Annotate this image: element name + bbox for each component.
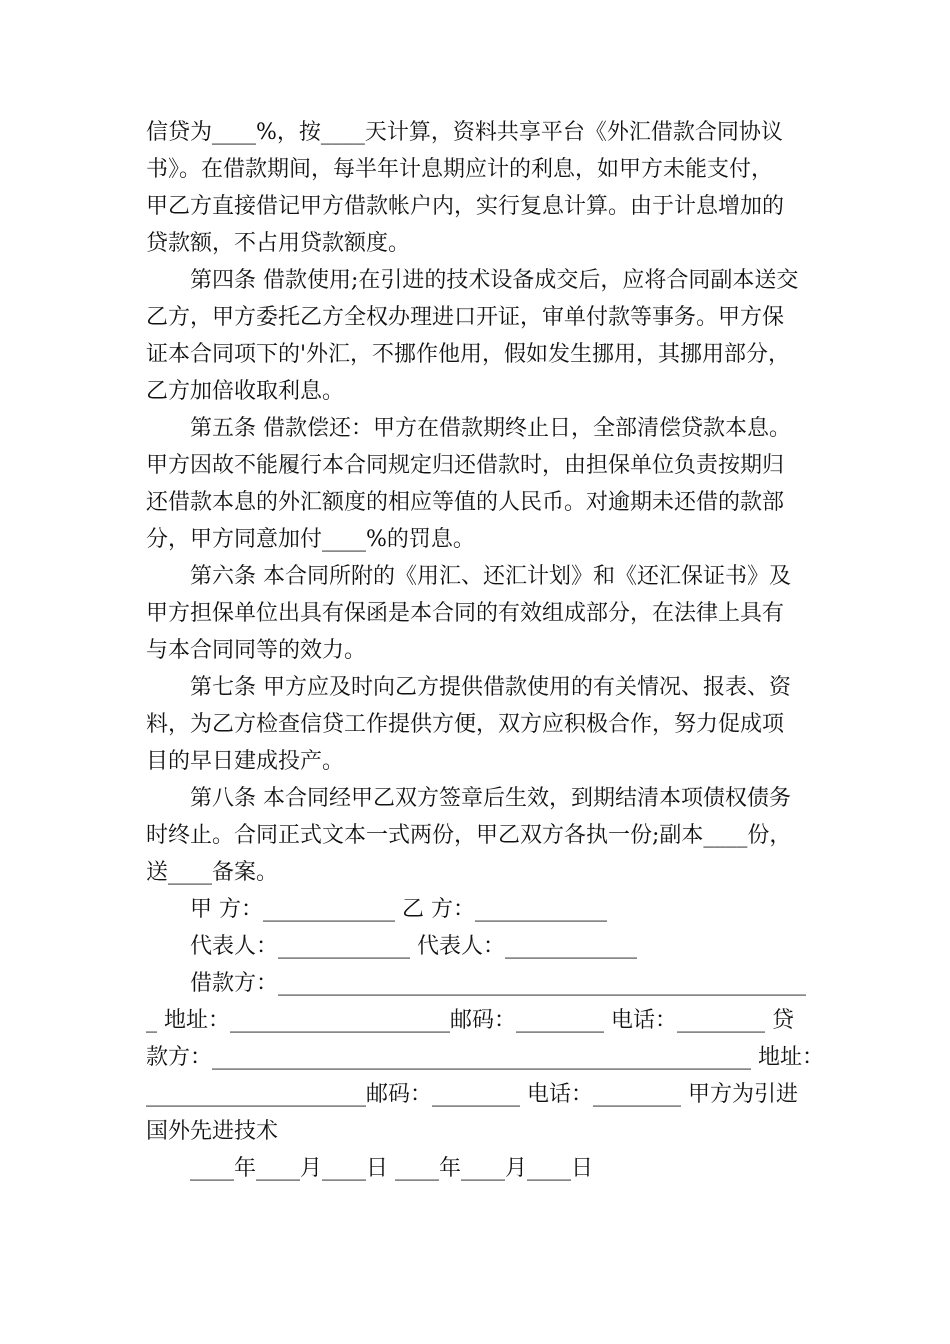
text-line: 送____备案。 bbox=[146, 860, 279, 885]
text-line: 国外先进技术 bbox=[146, 1119, 279, 1144]
text-line: 书》。在借款期间，每半年计息期应计的利息，如甲方未能支付， bbox=[146, 157, 774, 182]
text-line: 证本合同项下的'外汇，不挪作他用，假如发生挪用，其挪用部分， bbox=[146, 342, 791, 367]
date-line: ____年____月____日 ____年____月____日 bbox=[190, 1156, 593, 1181]
text-line: 信贷为____%，按____天计算，资料共享平台《外汇借款合同协议 bbox=[146, 120, 783, 145]
text-line: 乙方，甲方委托乙方全权办理进口开证，审单付款等事务。甲方保 bbox=[146, 305, 785, 330]
text-line: 甲方担保单位出具有保函是本合同的有效组成部分，在法律上具有 bbox=[146, 601, 785, 626]
article-5-heading-line: 第五条 借款偿还：甲方在借款期终止日，全部清偿贷款本息。 bbox=[190, 416, 791, 441]
text-line: _ 地址：____________________邮码：________ 电话：________ 贷 bbox=[146, 1008, 794, 1033]
borrower-line: 借款方：________________________________________________ bbox=[190, 971, 807, 996]
article-6-heading-line: 第六条 本合同所附的《用汇、还汇计划》和《还汇保证书》及 bbox=[190, 564, 791, 589]
text-line: 还借款本息的外汇额度的相应等值的人民币。对逾期未还借的款部 bbox=[146, 490, 785, 515]
text-line: 分，甲方同意加付____%的罚息。 bbox=[146, 527, 475, 552]
text-line: ____________________邮码：________ 电话：________ 甲方为引进 bbox=[146, 1082, 798, 1107]
party-a-b-signature-line: 甲 方：____________ 乙 方：____________ bbox=[190, 897, 607, 922]
text-line: 乙方加倍收取利息。 bbox=[146, 379, 345, 404]
article-8-heading-line: 第八条 本合同经甲乙双方签章后生效，到期结清本项债权债务 bbox=[190, 786, 791, 811]
text-line: 贷款额，不占用贷款额度。 bbox=[146, 231, 411, 256]
article-4-heading-line: 第四条 借款使用;在引进的技术设备成交后，应将合同副本送交 bbox=[190, 268, 799, 293]
text-line: 目的早日建成投产。 bbox=[146, 749, 345, 774]
representative-signature-line: 代表人：____________ 代表人：____________ bbox=[190, 934, 637, 959]
text-line: 甲乙方直接借记甲方借款帐户内，实行复息计算。由于计息增加的 bbox=[146, 194, 785, 219]
article-7-heading-line: 第七条 甲方应及时向乙方提供借款使用的有关情况、报表、资 bbox=[190, 675, 791, 700]
text-line: 与本合同同等的效力。 bbox=[146, 638, 367, 663]
text-line: 款方：_________________________________________________ 地址： bbox=[146, 1045, 824, 1070]
text-line: 时终止。合同正式文本一式两份，甲乙双方各执一份;副本____份， bbox=[146, 823, 792, 848]
text-line: 料，为乙方检查信贷工作提供方便，双方应积极合作，努力促成项 bbox=[146, 712, 785, 737]
text-line: 甲方因故不能履行本合同规定归还借款时，由担保单位负责按期归 bbox=[146, 453, 785, 478]
